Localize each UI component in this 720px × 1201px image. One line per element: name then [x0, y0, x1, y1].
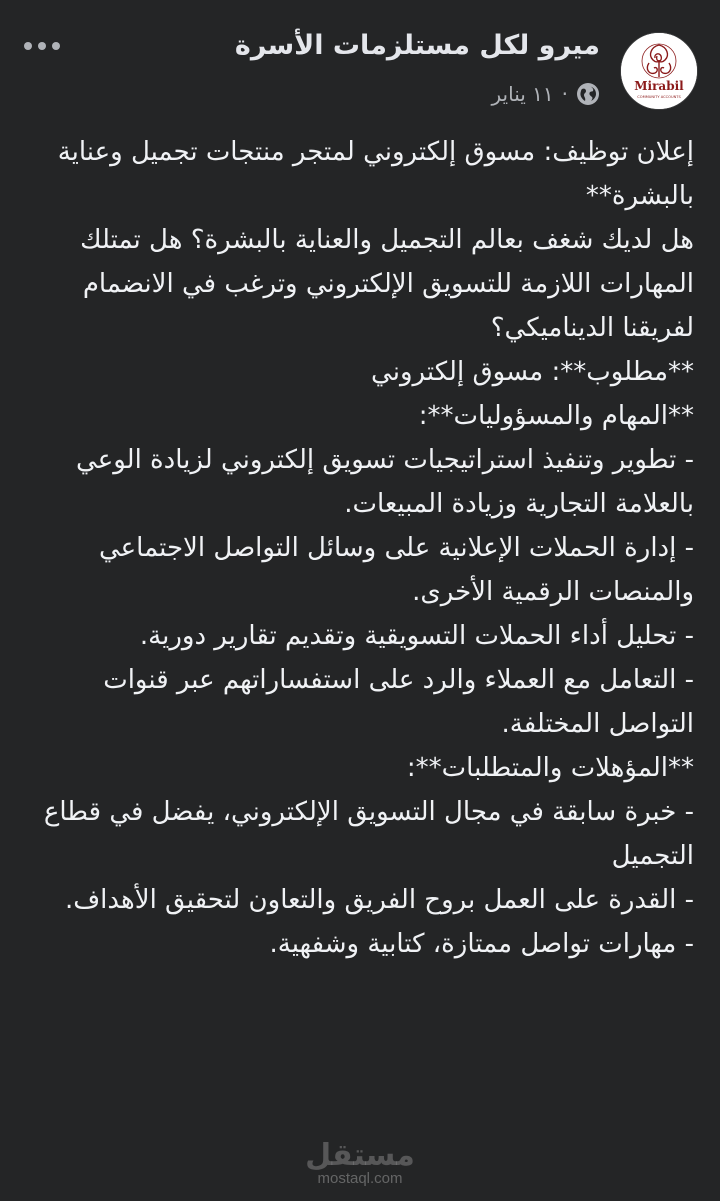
post-meta — [492, 80, 601, 108]
post-paragraph: **المؤهلات والمتطلبات**: — [406, 753, 694, 783]
post-paragraph: - خبرة سابقة في مجال التسويق الإلكتروني، يفضل في قطاع التجميل — [35, 797, 694, 871]
post-timestamp[interactable]: ١١ يناير — [491, 82, 554, 106]
post-paragraph: - تحليل أداء الحملات التسويقية وتقديم تقارير دورية. — [139, 621, 694, 651]
post-paragraph: هل لديك شغف بعالم التجميل والعناية بالبشرة؟ هل تمتلك المهارات اللازمة للتسويق الإلكتروني وترغب في الانضمام لفريقنا الديناميكي؟ — [71, 225, 694, 343]
post-header — [20, 28, 698, 118]
watermark — [0, 1138, 720, 1187]
watermark-logo: مستقل — [305, 1138, 415, 1173]
globe-icon[interactable] — [576, 82, 600, 106]
watermark-url: mostaql.com — [317, 1170, 403, 1187]
post-paragraph: - القدرة على العمل بروح الفريق والتعاون لتحقيق الأهداف. — [64, 885, 694, 915]
post-paragraph: - مهارات تواصل ممتازة، كتابية وشفهية. — [269, 929, 694, 959]
post-paragraph: **المهام والمسؤوليات**: — [418, 401, 694, 431]
mirabil-logo-icon — [621, 33, 697, 109]
post-paragraph: إعلان توظيف: مسوق إلكتروني لمتجر منتجات تجميل وعناية بالبشرة** — [49, 137, 694, 211]
meta-separator: · — [561, 82, 568, 106]
post-paragraph: - إدارة الحملات الإعلانية على وسائل التواصل الاجتماعي والمنصات الرقمية الأخرى. — [90, 533, 694, 607]
avatar-brand-text: Mirabil — [634, 79, 684, 93]
post-paragraph: - التعامل مع العملاء والرد على استفساراتهم عبر قنوات التواصل المختلفة. — [94, 665, 694, 739]
page-name-link[interactable]: ميرو لكل مستلزمات الأسرة — [234, 30, 600, 61]
more-horizontal-icon — [24, 42, 32, 50]
post-paragraph: **مطلوب**: مسوق إلكتروني — [371, 357, 694, 387]
page-avatar[interactable] — [620, 32, 698, 110]
more-dot-2 — [38, 42, 46, 50]
avatar-tagline-text: COMMUNITY ACCOUNTS — [637, 95, 681, 99]
more-dot-3 — [52, 42, 60, 50]
post-body — [26, 130, 694, 966]
more-options-button[interactable] — [20, 30, 64, 62]
post-paragraph: - تطوير وتنفيذ استراتيجيات تسويق إلكتروني لزيادة الوعي بالعلامة التجارية وزيادة المبيعات. — [67, 445, 694, 519]
